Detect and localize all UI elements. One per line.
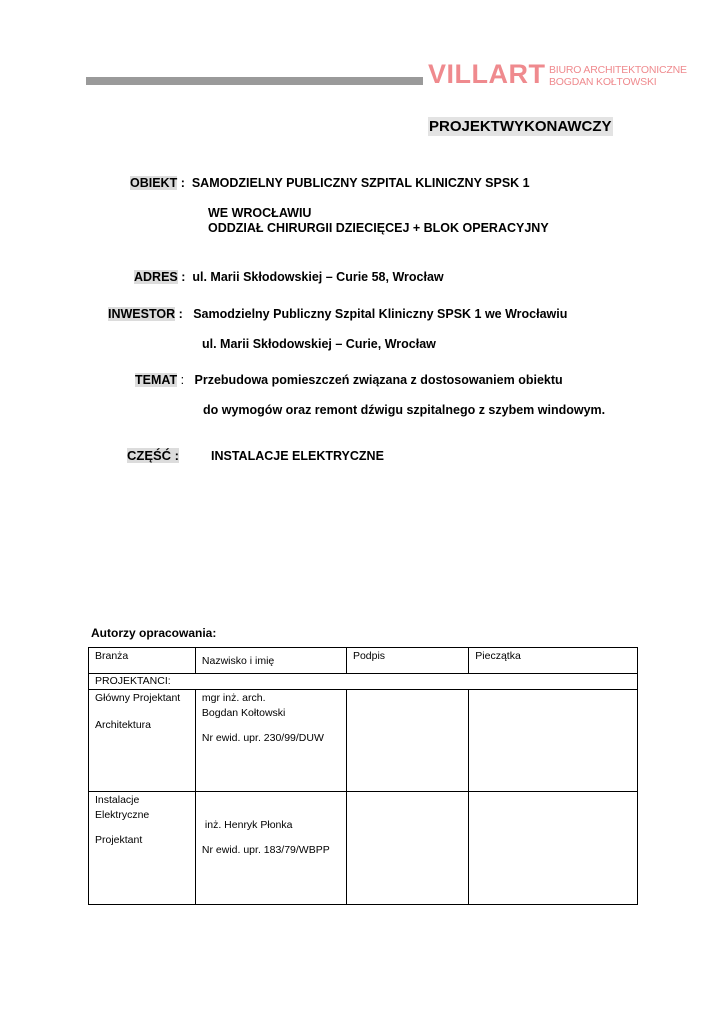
header-pieczatka: Pieczątka xyxy=(469,648,638,674)
name-line1: inż. Henryk Płonka xyxy=(204,819,293,831)
branch-line3: Projektant xyxy=(95,834,143,846)
obiekt-label: OBIEKT xyxy=(130,176,178,190)
header-podpis: Podpis xyxy=(346,648,468,674)
table-row xyxy=(89,792,638,905)
header-nazwisko-text: Nazwisko i imię xyxy=(201,655,275,667)
logo-subtitle-line2: BOGDAN KOŁTOWSKI xyxy=(549,76,657,88)
name-line2: Nr ewid. upr. 183/79/WBPP xyxy=(201,844,330,856)
branch-line1: Główny Projektant xyxy=(95,692,181,704)
temat-label: TEMAT xyxy=(135,373,178,387)
stamp-cell xyxy=(469,690,638,792)
obiekt-line3: ODDZIAŁ CHIRURGII DZIECIĘCEJ + BLOK OPERACYJNY xyxy=(208,221,549,235)
branch-cell xyxy=(89,690,196,792)
inwestor-line1: Samodzielny Publiczny Szpital Kliniczny SPSK 1 we Wrocławiu xyxy=(193,307,568,321)
logo-wordmark: VILLART xyxy=(428,59,546,89)
authors-table xyxy=(88,647,638,905)
branch-cell xyxy=(89,792,196,905)
logo-subtitle-line1: BIURO ARCHITEKTONICZNE xyxy=(549,64,687,76)
name-line3: Nr ewid. upr. 230/99/DUW xyxy=(201,732,324,744)
logo-subtitle xyxy=(549,64,687,88)
section-row xyxy=(89,674,638,690)
stamp-cell xyxy=(469,792,638,905)
name-cell xyxy=(195,690,346,792)
czesc-value: INSTALACJE ELEKTRYCZNE xyxy=(211,449,384,463)
table-row xyxy=(89,690,638,792)
obiekt-line2: WE WROCŁAWIU xyxy=(208,206,312,220)
header-branza: Branża xyxy=(89,648,196,674)
inwestor-colon: : xyxy=(178,307,183,321)
obiekt-row xyxy=(130,175,530,191)
branch-line1: Instalacje xyxy=(95,794,140,806)
signature-cell xyxy=(346,792,468,905)
temat-line1: Przebudowa pomieszczeń związana z dostosowaniem obiektu xyxy=(194,373,563,387)
branch-line2: Elektryczne xyxy=(95,809,150,821)
adres-label: ADRES xyxy=(134,270,178,284)
name-cell xyxy=(195,792,346,905)
obiekt-colon: : xyxy=(180,176,185,190)
adres-colon: : xyxy=(181,270,186,284)
adres-row xyxy=(134,269,444,285)
header-nazwisko xyxy=(195,648,346,674)
name-line1: mgr inż. arch. xyxy=(201,692,266,704)
temat-row xyxy=(135,372,563,388)
branch-line2: Architektura xyxy=(95,719,152,731)
table-header-row xyxy=(89,648,638,674)
inwestor-label: INWESTOR xyxy=(108,307,176,321)
header-rule xyxy=(86,77,423,85)
authors-title: Autorzy opracowania: xyxy=(91,626,217,640)
obiekt-line1: SAMODZIELNY PUBLICZNY SZPITAL KLINICZNY SPSK 1 xyxy=(191,176,530,190)
document-title: PROJEKTWYKONAWCZY xyxy=(429,118,612,135)
czesc-label xyxy=(127,448,179,464)
signature-cell xyxy=(346,690,468,792)
section-label: PROJEKTANCI: xyxy=(89,674,638,690)
temat-line2: do wymogów oraz remont dźwigu szpitalnego z szybem windowym. xyxy=(203,403,606,417)
czesc-label-text: CZĘŚĆ : xyxy=(127,448,179,463)
name-line2: Bogdan Kołtowski xyxy=(201,707,286,719)
adres-value: ul. Marii Skłodowskiej – Curie 58, Wrocław xyxy=(192,270,444,284)
inwestor-row xyxy=(108,306,567,322)
inwestor-line2: ul. Marii Skłodowskiej – Curie, Wrocław xyxy=(202,337,436,351)
temat-colon: : xyxy=(180,373,185,387)
